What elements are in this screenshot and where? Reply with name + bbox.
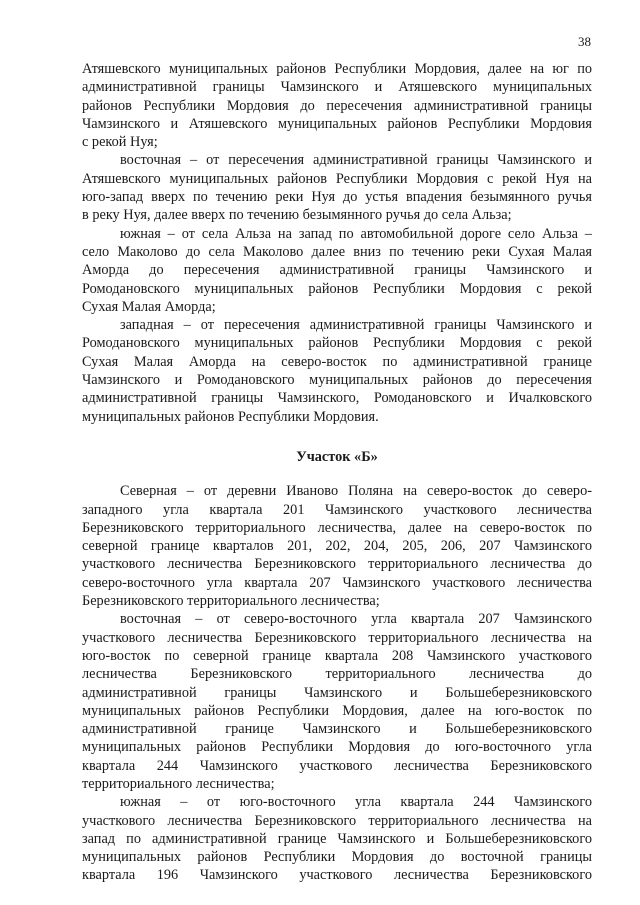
text-line: квартала 196 Чамзинского участкового лесничества Березниковского [82,867,592,884]
text-line: Аморда до пересечения административной границы Чамзинского и [82,262,592,279]
text-line: с рекой Нуя; [82,134,158,151]
text-line: северной границе кварталов 201, 202, 204, 205, 206, 207 Чамзинского [82,538,592,555]
paragraph [82,610,592,793]
text-line: муниципальных районов Республики Мордовия. [82,408,379,425]
paragraph [82,225,592,316]
text-line: муниципальных районов Республики Мордовия до юго-восточного угла [82,739,592,756]
paragraphs-before [82,60,592,426]
text-line: западного угла квартала 201 Чамзинского участкового лесничества [82,501,592,518]
text-line: муниципальных районов Республики Мордовия до восточной границы [82,849,592,866]
text-line: административной границы Чамзинского и Большеберезниковского [82,684,592,701]
text-line: южная – от юго-восточного угла квартала 244 Чамзинского [120,794,592,811]
text-line: районов Республики Мордовия до пересечения административной границы [82,97,592,114]
page-number: 38 [578,34,591,49]
text-line: южная – от села Альза на запад по автомобильной дороге село Альза – [120,225,592,242]
text-line: Северная – от деревни Иваново Поляна на северо-восток до северо- [120,483,592,500]
paragraph [82,482,592,610]
text-line: участкового лесничества Березниковского территориального лесничества на [82,629,592,646]
text-line: Чамзинского и Атяшевского муниципальных районов Республики Мордовия [82,115,592,132]
text-line: Сухая Малая Аморда; [82,298,216,315]
text-line: село Маколово до села Маколово далее вниз по течению реки Сухая Малая [82,243,592,260]
text-line: муниципальных районов Республики Мордовия, далее на юго-восток по [82,702,592,719]
paragraphs-after [82,482,592,885]
text-line: Атяшевского муниципальных районов Республики Мордовия с рекой Нуя на [82,170,592,187]
text-line: восточная – от северо-восточного угла квартала 207 Чамзинского [120,611,592,628]
text-line: западная – от пересечения административной границы Чамзинского и [120,317,592,334]
paragraph [82,151,592,224]
text-line: северо-восточного угла квартала 207 Чамзинского участкового лесничества [82,574,592,591]
text-line: участкового лесничества Березниковского территориального лесничества до [82,556,592,573]
text-line: запад по административной границе Чамзинского и Большеберезниковского [82,830,592,847]
paragraph [82,316,592,426]
paragraph [82,793,592,884]
paragraph [82,60,592,151]
text-line: восточная – от пересечения административной границы Чамзинского и [120,152,592,169]
text-line: Ромодановского муниципальных районов Республики Мордовия с рекой [82,280,592,297]
document-body [82,60,592,885]
text-line: Ромодановского муниципальных районов Республики Мордовия с рекой [82,335,592,352]
text-line: Атяшевского муниципальных районов Республики Мордовия, далее на юг по [82,61,592,77]
text-line: юго-запад вверх по течению реки Нуя до устья впадения безымянного ручья [82,189,592,206]
text-line: территориального лесничества; [82,775,275,792]
text-line: в реку Нуя, далее вверх по течению безымянного ручья до села Альза; [82,207,512,224]
text-line: квартала 244 Чамзинского участкового лесничества Березниковского [82,757,592,774]
text-line: Березниковского территориального лесничества; [82,593,380,610]
text-line: административной границы Чамзинского, Ромодановского и Ичалковского [82,390,592,407]
text-line: Сухая Малая Аморда на северо-восток по административной границе [82,353,592,370]
text-line: участкового лесничества Березниковского территориального лесничества на [82,812,592,829]
text-line: административной границе Чамзинского и Большеберезниковского [82,721,592,738]
text-line: Чамзинского и Ромодановского муниципальных районов до пересечения [82,372,592,389]
text-line: административной границы Чамзинского и Атяшевского муниципальных [82,79,592,96]
section-title: Участок «Б» [296,448,378,465]
text-line: юго-восток по северной границе квартала 208 Чамзинского участкового [82,647,592,664]
text-line: лесничества Березниковского территориального лесничества до [82,666,592,683]
text-line: Березниковского территориального лесничества, далее на северо-восток по [82,519,592,536]
